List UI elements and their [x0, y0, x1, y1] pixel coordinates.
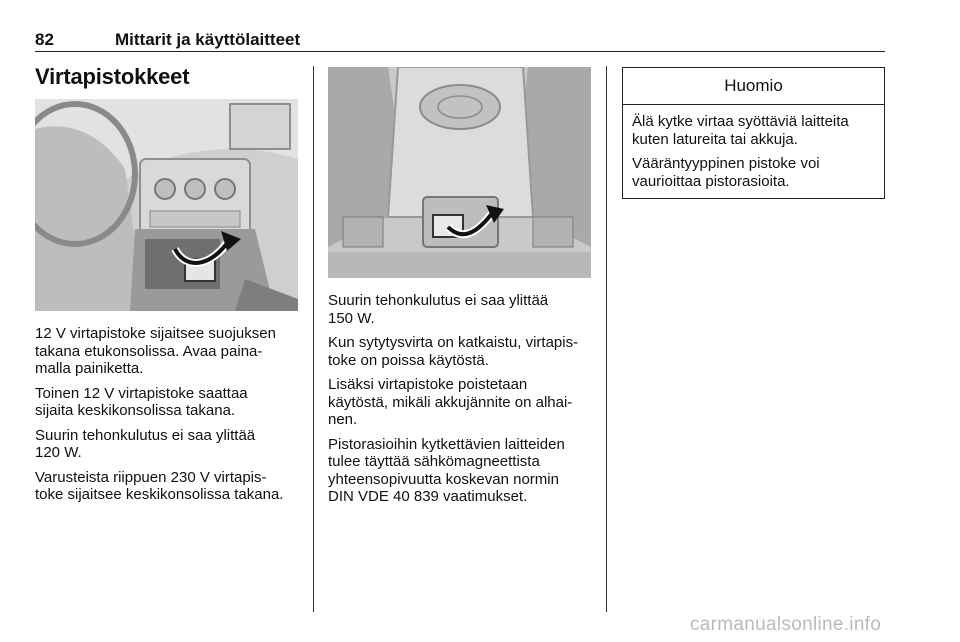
paragraph: Lisäksi virtapistoke poistetaan käytöstä, mikäli akkujännite on alhai- nen.	[328, 376, 573, 428]
header-rule	[35, 51, 885, 52]
chapter-title: Mittarit ja käyttölaitteet	[115, 30, 301, 49]
paragraph: Kun sytytysvirta on katkaistu, virtapis- toke on poissa käytöstä.	[328, 334, 579, 369]
paragraph: Suurin tehonkulutus ei saa ylittää 120 W.	[35, 426, 256, 461]
paragraph: Toinen 12 V virtapistoke saattaa sijaita keskikonsolissa takana.	[35, 384, 248, 419]
column-divider-left	[313, 66, 314, 612]
watermark: carmanualsonline.info	[690, 614, 882, 635]
paragraph: Pistorasioihin kytkettävien laitteiden tulee täyttää sähkömagneettista yhteensopivuutta koskevan normin DIN VDE 40 839 vaatimukset.	[328, 435, 565, 505]
page-header	[35, 30, 885, 52]
column-2-text	[328, 292, 598, 513]
section-title: Virtapistokkeet	[35, 64, 190, 89]
front-console-illustration	[35, 99, 298, 311]
notice-paragraph: Vääräntyyppinen pistoke voi vaurioittaa pistorasioita.	[632, 155, 820, 190]
notice-heading: Huomio	[623, 68, 884, 105]
column-divider-right	[606, 66, 607, 612]
paragraph: Varusteista riippuen 230 V virtapis- toke sijaitsee keskikonsolissa takana.	[35, 468, 284, 503]
notice-paragraph: Älä kytke virtaa syöttäviä laitteita kuten latureita tai akkuja.	[632, 113, 849, 148]
notice-box	[622, 67, 885, 199]
notice-body	[623, 105, 884, 190]
rear-console-illustration	[328, 67, 591, 278]
column-1-text	[35, 325, 305, 511]
paragraph: Suurin tehonkulutus ei saa ylittää 150 W.	[328, 292, 549, 327]
paragraph: 12 V virtapistoke sijaitsee suojuksen takana etukonsolissa. Avaa paina- malla painiketta.	[35, 325, 276, 377]
page-number: 82	[35, 30, 54, 49]
